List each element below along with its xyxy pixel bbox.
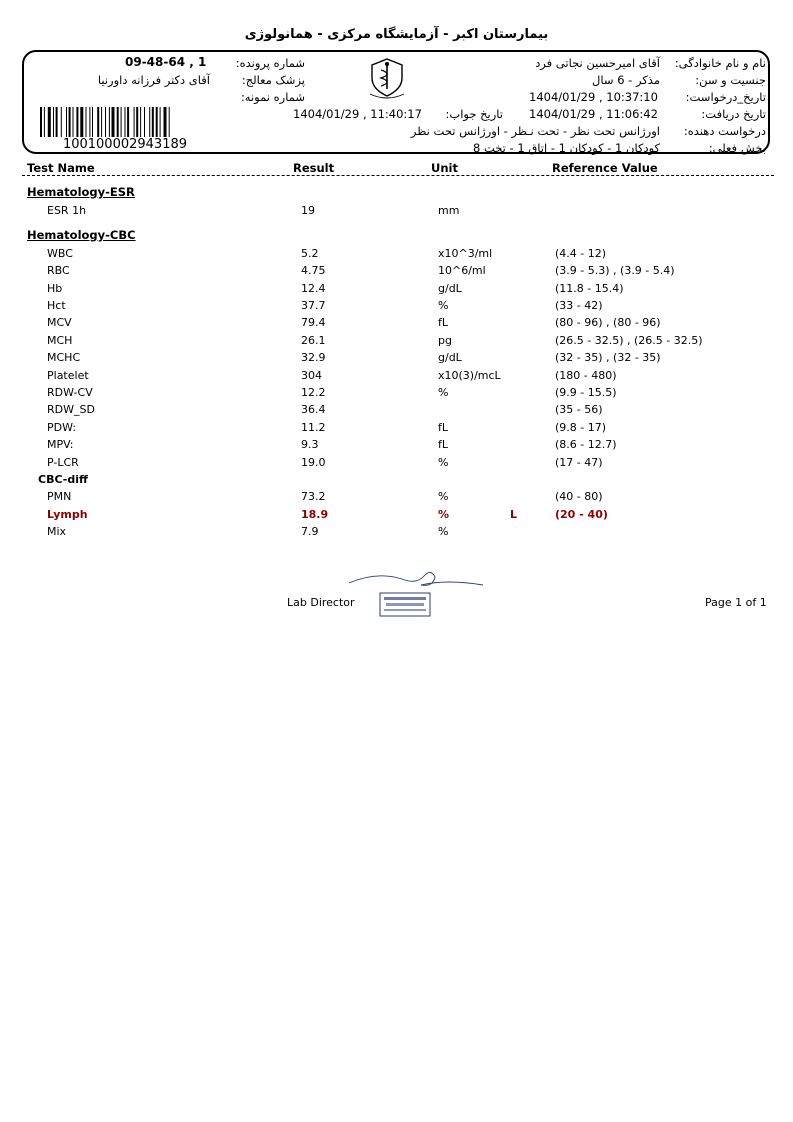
requester-label: درخواست دهنده: (683, 124, 766, 138)
test-reference: (35 - 56) (555, 403, 603, 416)
test-name: Platelet (47, 369, 89, 382)
answer-date-label: تاریخ جواب: (445, 107, 503, 121)
barcode-bar (66, 107, 67, 137)
barcode (40, 107, 208, 137)
test-name: MCV (47, 316, 72, 329)
barcode-bar (105, 107, 106, 137)
test-unit: % (438, 386, 449, 399)
test-unit: g/dL (438, 282, 462, 295)
test-reference: (17 - 47) (555, 456, 603, 469)
barcode-number: 100100002943189 (62, 137, 188, 152)
barcode-bar (125, 107, 126, 137)
column-header-reference: Reference Value (552, 161, 658, 175)
test-reference: (40 - 80) (555, 490, 603, 503)
file-number-label: شماره پرونده: (235, 56, 305, 70)
barcode-bar (112, 107, 115, 137)
test-result: 12.2 (301, 386, 326, 399)
test-unit: 10^6/ml (438, 264, 486, 277)
column-header-result: Result (293, 161, 335, 175)
sample-number-label: شماره نمونه: (240, 90, 305, 104)
test-reference: (32 - 35) , (32 - 35) (555, 351, 661, 364)
barcode-bar (86, 107, 87, 137)
test-reference: (4.4 - 12) (555, 247, 607, 260)
test-reference: (9.8 - 17) (555, 421, 607, 434)
test-reference: (9.9 - 15.5) (555, 386, 617, 399)
barcode-bar (164, 107, 167, 137)
test-result: 7.9 (301, 525, 319, 538)
section-title-cbc: Hematology-CBC (27, 228, 136, 242)
test-name: Mix (47, 525, 67, 538)
test-reference: (33 - 42) (555, 299, 603, 312)
barcode-bar (76, 107, 78, 137)
test-unit: x10^3/ml (438, 247, 493, 260)
ward-value: کودکان 1 - کودکان 1 - اتاق 1 - تخت 8 (472, 141, 660, 155)
test-name: MPV: (47, 438, 74, 451)
barcode-bar (140, 107, 141, 137)
barcode-bar (44, 107, 45, 137)
test-result: 12.4 (301, 282, 326, 295)
test-name: Hct (47, 299, 66, 312)
barcode-bar (56, 107, 58, 137)
barcode-bar (89, 107, 90, 137)
test-name: MCHC (47, 351, 81, 364)
barcode-bar (127, 107, 129, 137)
barcode-bar (80, 107, 83, 137)
footer-page-number: Page 1 of 1 (705, 596, 767, 609)
request-date-label: تاریخ_درخواست: (685, 90, 766, 104)
test-reference: (8.6 - 12.7) (555, 438, 617, 451)
barcode-bar (134, 107, 135, 137)
barcode-bar (53, 107, 54, 137)
barcode-bar (156, 107, 158, 137)
barcode-bar (97, 107, 99, 137)
barcode-bar (40, 107, 42, 137)
header-divider (22, 175, 774, 176)
barcode-bar (121, 107, 122, 137)
barcode-bar (144, 107, 145, 137)
test-flag: L (510, 508, 518, 521)
barcode-bar (160, 107, 161, 137)
gender-age-value: مذکر - 6 سال (592, 73, 660, 87)
test-result: 26.1 (301, 334, 326, 347)
test-name: RDW-CV (47, 386, 93, 399)
test-reference: (26.5 - 32.5) , (26.5 - 32.5) (555, 334, 703, 347)
test-result: 5.2 (301, 247, 319, 260)
test-reference: (11.8 - 15.4) (555, 282, 624, 295)
barcode-bar (169, 107, 170, 137)
file-number-value: 09-48-64 , 1 (125, 55, 207, 69)
ward-label: بخش فعلی: (708, 141, 766, 155)
physician-value: آقای دکتر فرزانه داورنیا (97, 73, 210, 87)
test-unit: % (438, 456, 449, 469)
test-unit: % (438, 299, 449, 312)
test-result: 32.9 (301, 351, 326, 364)
footer-lab-director: Lab Director (287, 596, 355, 609)
test-result: 73.2 (301, 490, 326, 503)
test-name: PMN (47, 490, 72, 503)
barcode-bar (109, 107, 110, 137)
barcode-bar (101, 107, 102, 137)
test-name: PDW: (47, 421, 77, 434)
hospital-title: بیمارستان اکبر - آزمایشگاه مرکزی - همانولوژی (244, 27, 549, 42)
barcode-bar (136, 107, 138, 137)
barcode-bar (48, 107, 51, 137)
test-name: Lymph (47, 508, 88, 521)
test-name: WBC (47, 247, 73, 260)
test-name: RBC (47, 264, 70, 277)
test-reference: (20 - 40) (555, 508, 608, 521)
test-unit: % (438, 525, 449, 538)
barcode-bar (61, 107, 62, 137)
barcode-bar (69, 107, 71, 137)
test-result: 18.9 (301, 508, 329, 521)
gender-age-label: جنسیت و سن: (695, 73, 766, 87)
request-date-value: 1404/01/29 , 10:37:10 (529, 90, 658, 104)
barcode-bar (152, 107, 154, 137)
test-unit: mm (438, 204, 460, 217)
director-signature-stamp (347, 569, 485, 629)
test-unit: fL (438, 316, 449, 329)
patient-name-label: نام و نام خانوادگی: (674, 56, 766, 70)
section-title-esr: Hematology-ESR (27, 185, 135, 199)
test-name: P-LCR (47, 456, 79, 469)
test-result: 79.4 (301, 316, 326, 329)
test-name: ESR 1h (47, 204, 87, 217)
test-result: 304 (301, 369, 322, 382)
test-result: 9.3 (301, 438, 319, 451)
test-reference: (80 - 96) , (80 - 96) (555, 316, 661, 329)
test-name: RDW_SD (47, 403, 95, 416)
university-logo-icon (366, 56, 408, 100)
test-result: 19.0 (301, 456, 326, 469)
barcode-bar (73, 107, 74, 137)
test-result: 11.2 (301, 421, 326, 434)
barcode-bar (117, 107, 119, 137)
test-unit: % (438, 508, 450, 521)
test-name: MCH (47, 334, 73, 347)
test-unit: % (438, 490, 449, 503)
test-result: 36.4 (301, 403, 326, 416)
column-header-test-name: Test Name (27, 161, 95, 175)
test-unit: fL (438, 421, 449, 434)
physician-label: پزشک معالج: (241, 73, 305, 87)
section-title-cbc-diff: CBC-diff (38, 473, 88, 486)
test-reference: (180 - 480) (555, 369, 617, 382)
patient-name-value: آقای امیرحسین نجاتی فرد (535, 56, 660, 70)
test-unit: x10(3)/mcL (438, 369, 501, 382)
answer-date-value: 1404/01/29 , 11:40:17 (293, 107, 422, 121)
receive-date-value: 1404/01/29 , 11:06:42 (529, 107, 658, 121)
test-unit: fL (438, 438, 449, 451)
barcode-bar (92, 107, 93, 137)
receive-date-label: تاریخ دریافت: (701, 107, 766, 121)
test-name: Hb (47, 282, 63, 295)
test-unit: g/dL (438, 351, 462, 364)
test-unit: pg (438, 334, 452, 347)
test-result: 4.75 (301, 264, 326, 277)
test-result: 37.7 (301, 299, 326, 312)
column-header-unit: Unit (431, 161, 458, 175)
test-result: 19 (301, 204, 315, 217)
test-reference: (3.9 - 5.3) , (3.9 - 5.4) (555, 264, 675, 277)
requester-value: اورژانس تحت نظر - تحت نـظر - اورژانس تحت نظر (410, 124, 660, 138)
barcode-bar (149, 107, 150, 137)
